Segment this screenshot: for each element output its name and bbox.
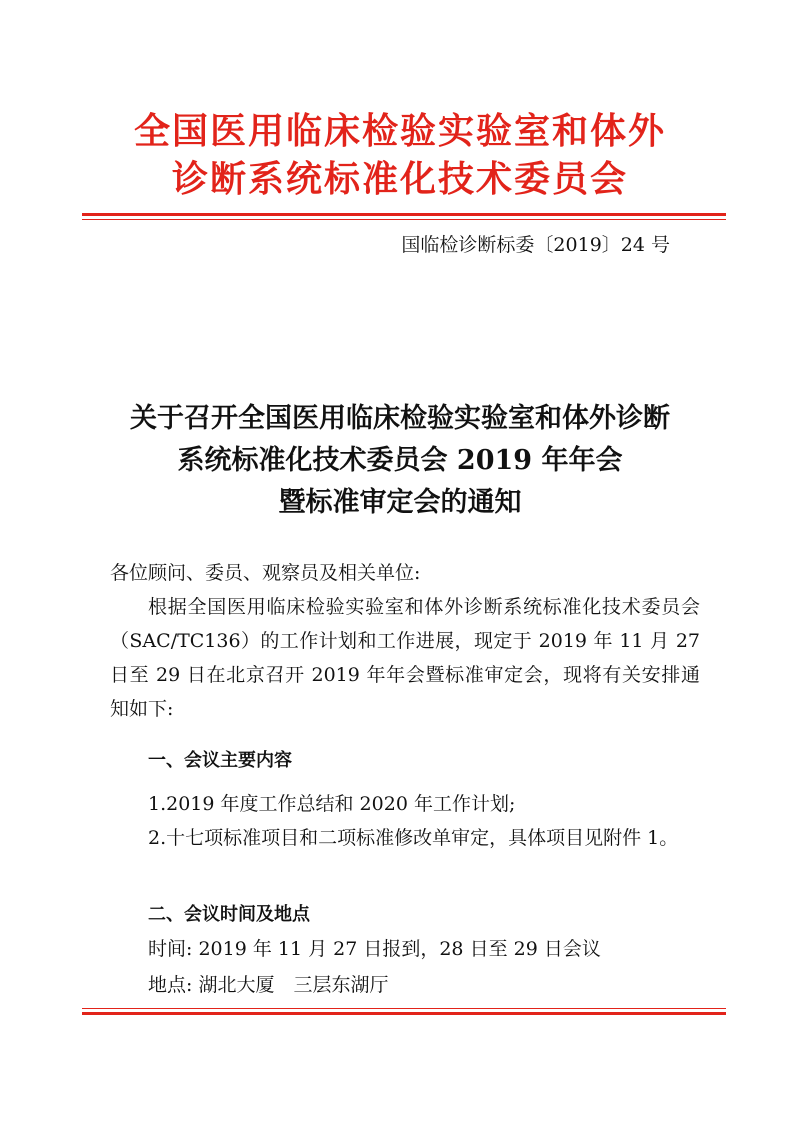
header-rule-thick	[82, 213, 726, 216]
salutation: 各位顾问、委员、观察员及相关单位:	[110, 562, 421, 584]
document-title	[60, 398, 740, 524]
letterhead-line-1: 全国医用临床检验实验室和体外	[133, 111, 666, 152]
footer-rule-thin	[82, 1008, 726, 1009]
title-line-3: 暨标准审定会的通知	[278, 487, 522, 518]
section-1-item-1: 1.2019 年度工作总结和 2020 年工作计划;	[148, 793, 516, 815]
document-number: 国临检诊断标委〔2019〕24 号	[401, 234, 670, 256]
title-line-2: 系统标准化技术委员会 2019 年年会	[177, 445, 623, 476]
header-rule-thin	[82, 219, 726, 220]
footer-rule-thick	[82, 1012, 726, 1015]
meeting-place: 地点: 湖北大厦 三层东湖厅	[148, 974, 389, 996]
section-1-heading: 一、会议主要内容	[148, 750, 292, 771]
section-2-heading: 二、会议时间及地点	[148, 904, 310, 925]
letterhead	[60, 108, 740, 204]
section-1-item-2: 2.十七项标准项目和二项标准修改单审定，具体项目见附件 1。	[148, 827, 679, 849]
title-line-1: 关于召开全国医用临床检验实验室和体外诊断	[130, 403, 670, 434]
intro-paragraph: 根据全国医用临床检验实验室和体外诊断系统标准化技术委员会（SAC/TC136）的工作计划和工作进展，现定于 2019 年 11 月 27 日至 29 日在北京召开 2019 年年会暨标准审定会，现将有关安排通知如下:	[110, 596, 700, 720]
letterhead-line-2: 诊断系统标准化技术委员会	[171, 159, 628, 200]
meeting-time: 时间: 2019 年 11 月 27 日报到，28 日至 29 日会议	[148, 938, 601, 960]
